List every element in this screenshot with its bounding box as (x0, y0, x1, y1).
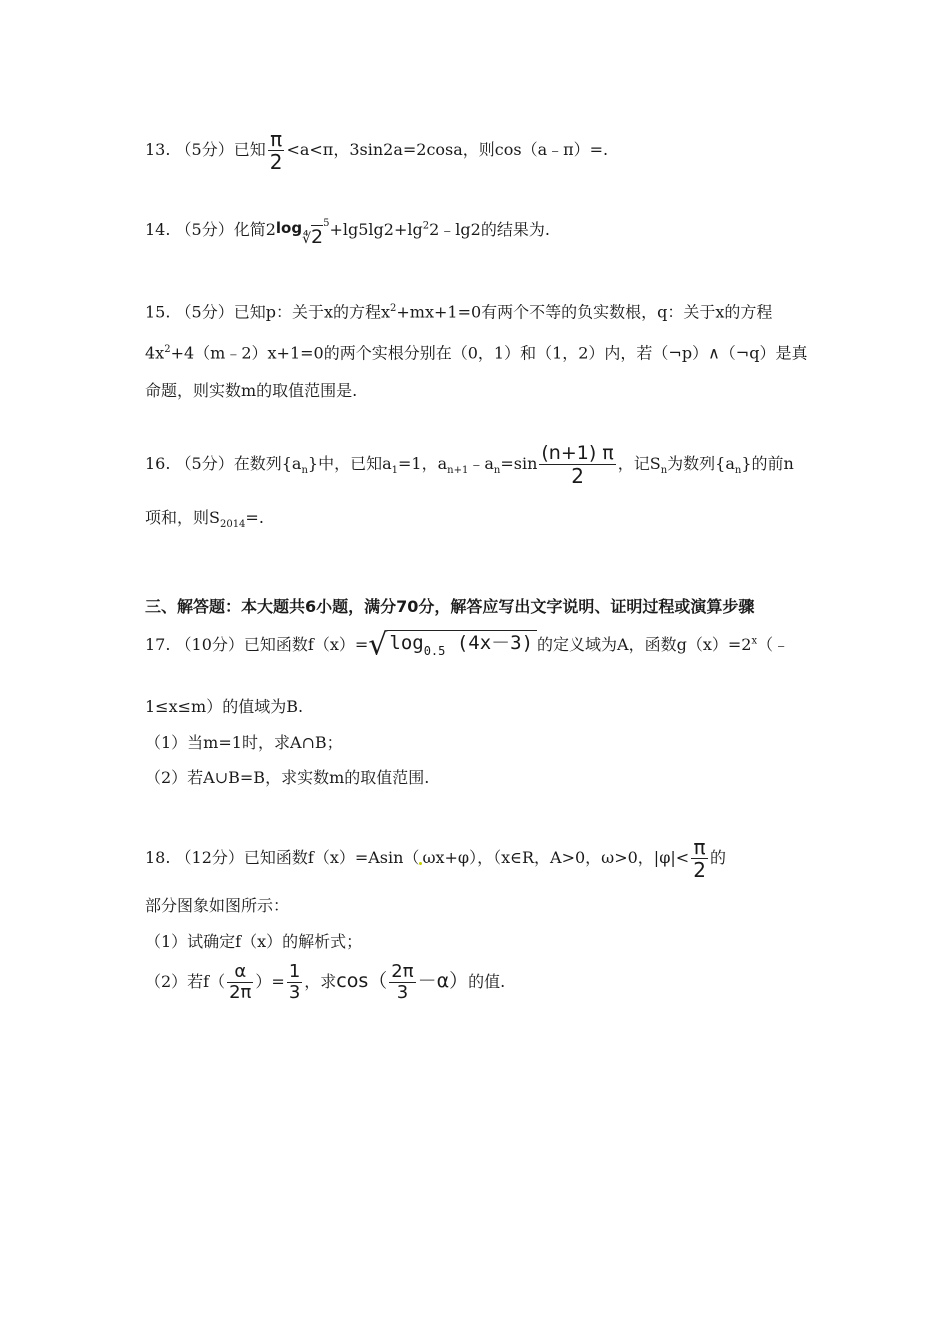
fraction-numerator: 2π (391, 961, 414, 982)
minus-alpha-text: －α） (417, 970, 469, 992)
fraction-numerator: π (691, 836, 708, 859)
log-base: 0.5 (423, 644, 446, 658)
q18-part-2-text-c: ，求 (304, 972, 337, 991)
q15-sup: 2 (390, 303, 397, 314)
fraction-denominator: 2 (571, 464, 584, 488)
q18-text-a: 18. （12分）已知函数f（x）=Asin（ (145, 848, 420, 867)
q16-text-g: 为数列{a (667, 454, 735, 473)
subscript-2014: 2014 (219, 519, 246, 531)
q14-prefix: 14. （5分）化简2 (145, 220, 276, 239)
q16-text-b: }中，已知a (307, 454, 392, 473)
q17-part-2-text: （2）若A∪B=B，求实数m的取值范围. (145, 768, 430, 787)
fraction-numerator: π (268, 128, 285, 151)
question-18-part-2 (145, 962, 505, 1003)
q15-text-a: 15. （5分）已知p：关于x的方程x (145, 302, 391, 322)
q16-text-f: ，记S (617, 454, 661, 473)
q15-text-d: +4（m﹣2）x+1=0的两个实根分别在（0，1）和（1，2）内，若（¬p）∧（¬q）是真 (170, 343, 808, 363)
n-plus-1-pi-over-2-fraction (539, 442, 615, 487)
radical-body (387, 630, 537, 661)
q15-text-c: 4x (145, 343, 165, 363)
log-text: log (389, 632, 424, 654)
fraction-numerator: α (227, 962, 253, 983)
question-16-line-2 (145, 508, 264, 535)
q18-part-2-text-d: 的值. (468, 972, 506, 991)
q16-text-j: =. (245, 508, 264, 527)
log-text: log (275, 219, 303, 237)
fraction-numerator: (n+1) π (541, 442, 614, 464)
question-18-line-2 (145, 896, 289, 916)
question-18-line-1 (145, 836, 726, 881)
subscript-n: n (734, 465, 742, 477)
fraction-numerator: 1 (288, 961, 301, 982)
fraction-denominator: 3 (288, 982, 301, 1003)
subscript-n: n (660, 465, 668, 477)
exponent-x: x (751, 635, 758, 647)
question-15-line-1 (145, 299, 772, 322)
q15-sup-2: 2 (164, 344, 171, 355)
q16-text-d: ﹣a (468, 454, 494, 473)
q14-text: +lg5lg2+lg (329, 220, 423, 239)
subscript-1: 1 (391, 465, 398, 477)
q16-text-i: 项和，则S (145, 508, 220, 527)
question-16-line-1 (145, 442, 794, 487)
q13-prefix: 13. （5分）已知 (145, 140, 266, 159)
question-15-line-3 (145, 381, 357, 401)
question-15-line-2 (145, 340, 807, 363)
radical-icon: √ (368, 627, 388, 663)
subscript-n: n (301, 465, 308, 477)
q18-part-2-text-a: （2）若f（ (145, 972, 226, 991)
open-paren: （ (368, 970, 388, 992)
q18-text-b: ωx+φ），（x∈R，A>0，ω>0，|φ|< (422, 848, 690, 867)
pi-over-2-fraction (268, 128, 285, 173)
one-third-fraction (287, 962, 302, 1003)
q14-text-end: 2﹣lg2的结果为. (429, 220, 550, 239)
q16-text-e: =sin (500, 454, 538, 473)
subscript-n: n (493, 465, 501, 477)
exponent-5: 5 (323, 218, 330, 229)
question-17-line-1 (145, 627, 790, 663)
q17-text-c: （﹣ (757, 635, 790, 654)
q16-text-c: =1，a (398, 454, 448, 473)
q18-part-1-text: （1）试确定f（x）的解析式； (145, 932, 363, 951)
q17-text-d: 1≤x≤m）的值域为B. (145, 697, 304, 716)
fraction-denominator: 2 (693, 858, 706, 882)
q18-text-d: 部分图象如图所示： (145, 896, 290, 915)
question-17-part-1 (145, 733, 343, 753)
q17-part-1-text: （1）当m=1时，求A∩B； (145, 733, 343, 752)
question-18-part-1 (145, 932, 362, 952)
q17-text-a: 17. （10分）已知函数f（x）= (145, 635, 369, 654)
q18-part-2-text-b: ）= (255, 972, 285, 991)
q16-text-a: 16. （5分）在数列{a (145, 454, 302, 473)
q15-text-e: 命题，则实数m的取值范围是. (145, 381, 358, 400)
cos-text: cos (336, 970, 369, 992)
q17-text-b: 的定义域为A，函数g（x）=2 (537, 635, 752, 654)
2pi-over-3-fraction (389, 962, 415, 1003)
q18-text-c: 的 (709, 848, 726, 867)
q15-text-b: +mx+1=0有两个不等的负实数根，q：关于x的方程 (396, 302, 773, 322)
radical-body: 2 (311, 226, 324, 248)
exponent-2: 2 (422, 220, 430, 232)
question-14 (145, 214, 550, 249)
radical-symbol: ∜ (302, 231, 312, 247)
subscript-n-plus-1: n+1 (447, 465, 469, 477)
q16-text-h: }的前n (741, 454, 794, 473)
q13-text: <a<π，3sin2a=2cosa，则cos（a﹣π）=. (286, 140, 609, 159)
question-17-line-2 (145, 697, 303, 717)
log-argument: (4x－3) (456, 632, 534, 654)
fraction-denominator: 2 (269, 150, 283, 174)
question-17-part-2 (145, 768, 429, 788)
section-3-heading: 三、解答题：本大题共6小题，满分70分，解答应写出文字说明、证明过程或演算步骤 (145, 597, 755, 616)
pi-over-2-fraction (691, 836, 708, 881)
question-13 (145, 128, 608, 173)
fraction-denominator: 2π (229, 982, 252, 1003)
alpha-over-2pi-fraction (227, 962, 253, 1003)
fraction-denominator: 3 (396, 982, 409, 1003)
square-root-expression (368, 627, 537, 663)
